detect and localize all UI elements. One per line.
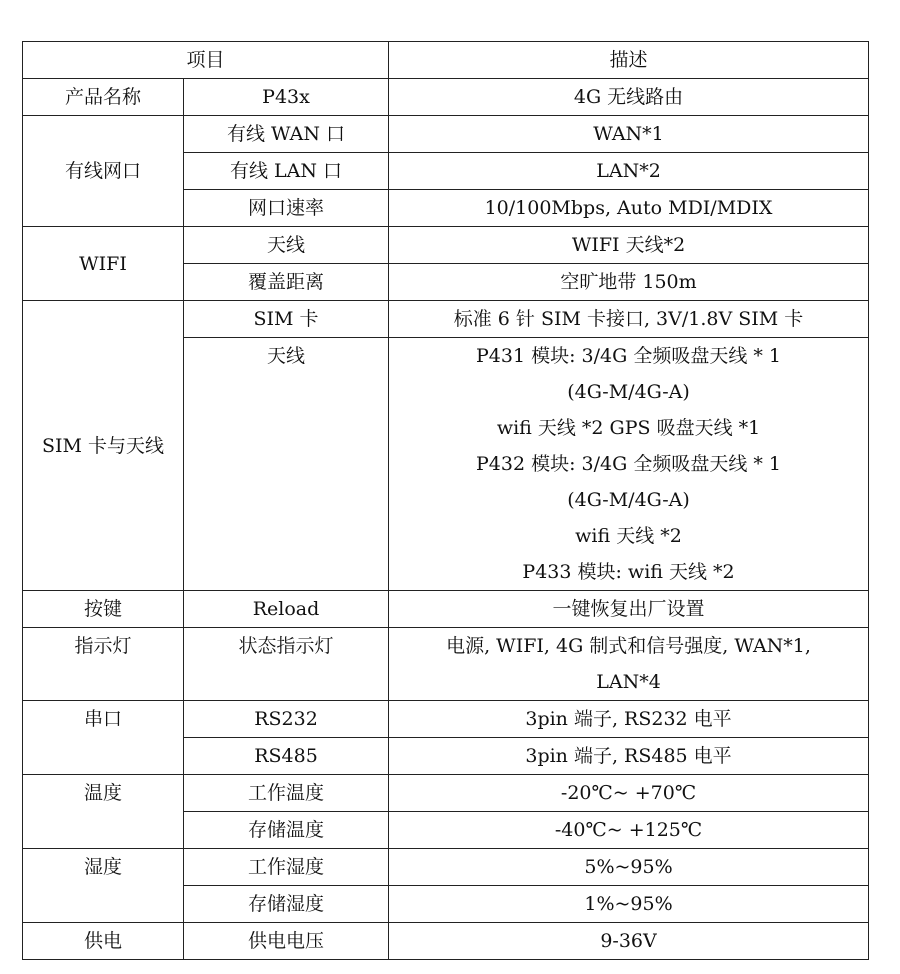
rs485-name: RS485 — [184, 738, 389, 775]
table-row — [23, 301, 869, 338]
power-name: 供电电压 — [184, 923, 389, 960]
product-desc: 4G 无线路由 — [389, 79, 869, 116]
category-serial: 串口 — [23, 701, 184, 775]
antenna-line: P431 模块: 3/4G 全频吸盘天线 * 1 — [476, 345, 782, 367]
sim-antenna-value — [389, 338, 869, 591]
wifi-antenna-name: 天线 — [184, 227, 389, 264]
temp-work-value: -20℃~ +70℃ — [389, 775, 869, 812]
indicator-line: LAN*4 — [596, 671, 661, 693]
header-item: 项目 — [23, 42, 389, 79]
category-sim: SIM 卡与天线 — [23, 301, 184, 591]
table-row — [23, 775, 869, 812]
category-product: 产品名称 — [23, 79, 184, 116]
temp-storage-name: 存储温度 — [184, 812, 389, 849]
table-row — [23, 116, 869, 153]
header-row — [23, 42, 869, 79]
lan-value: LAN*2 — [389, 153, 869, 190]
table-row — [23, 849, 869, 886]
sim-card-name: SIM 卡 — [184, 301, 389, 338]
table-row — [23, 227, 869, 264]
wifi-coverage-value: 空旷地带 150m — [389, 264, 869, 301]
wifi-antenna-value: WIFI 天线*2 — [389, 227, 869, 264]
rs232-value: 3pin 端子, RS232 电平 — [389, 701, 869, 738]
table-row — [23, 923, 869, 960]
button-name: Reload — [184, 591, 389, 628]
category-humidity: 湿度 — [23, 849, 184, 923]
sim-antenna-name: 天线 — [184, 338, 389, 591]
category-temperature: 温度 — [23, 775, 184, 849]
hum-storage-value: 1%~95% — [389, 886, 869, 923]
hum-storage-name: 存储湿度 — [184, 886, 389, 923]
category-power: 供电 — [23, 923, 184, 960]
indicator-value — [389, 628, 869, 701]
hum-work-name: 工作湿度 — [184, 849, 389, 886]
spec-table — [22, 41, 869, 960]
table-row — [23, 628, 869, 701]
temp-work-name: 工作温度 — [184, 775, 389, 812]
antenna-line: (4G-M/4G-A) — [567, 489, 690, 511]
sim-card-value: 标准 6 针 SIM 卡接口, 3V/1.8V SIM 卡 — [389, 301, 869, 338]
indicator-name: 状态指示灯 — [184, 628, 389, 701]
table-row — [23, 79, 869, 116]
wifi-coverage-name: 覆盖距离 — [184, 264, 389, 301]
antenna-line: P432 模块: 3/4G 全频吸盘天线 * 1 — [476, 453, 782, 475]
category-wifi: WIFI — [23, 227, 184, 301]
category-indicator: 指示灯 — [23, 628, 184, 701]
rs485-value: 3pin 端子, RS485 电平 — [389, 738, 869, 775]
button-value: 一键恢复出厂设置 — [389, 591, 869, 628]
category-wired: 有线网口 — [23, 116, 184, 227]
lan-name: 有线 LAN 口 — [184, 153, 389, 190]
wan-name: 有线 WAN 口 — [184, 116, 389, 153]
header-desc: 描述 — [389, 42, 869, 79]
rs232-name: RS232 — [184, 701, 389, 738]
category-button: 按键 — [23, 591, 184, 628]
wan-value: WAN*1 — [389, 116, 869, 153]
antenna-line: wifi 天线 *2 GPS 吸盘天线 *1 — [496, 417, 761, 439]
temp-storage-value: -40℃~ +125℃ — [389, 812, 869, 849]
power-value: 9-36V — [389, 923, 869, 960]
product-model: P43x — [184, 79, 389, 116]
indicator-line: 电源, WIFI, 4G 制式和信号强度, WAN*1, — [446, 635, 811, 657]
antenna-line: P433 模块: wifi 天线 *2 — [522, 561, 735, 583]
table-row — [23, 591, 869, 628]
antenna-line: (4G-M/4G-A) — [567, 381, 690, 403]
speed-value: 10/100Mbps, Auto MDI/MDIX — [389, 190, 869, 227]
speed-name: 网口速率 — [184, 190, 389, 227]
antenna-line: wifi 天线 *2 — [575, 525, 682, 547]
table-row — [23, 701, 869, 738]
hum-work-value: 5%~95% — [389, 849, 869, 886]
